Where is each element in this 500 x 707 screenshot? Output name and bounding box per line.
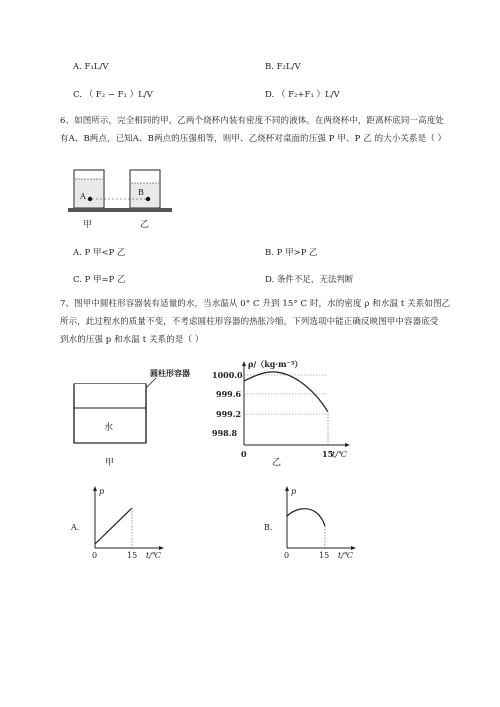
yi-ytick-999-6: 999.6 (216, 389, 242, 399)
q6-beakers-figure (68, 162, 178, 232)
point-a-dot (88, 197, 92, 201)
opt-b-ylabel: p (291, 487, 297, 496)
q6-text-line2: 有A、B两点，已知A、B两点的压强相等，则甲、乙烧杯对桌面的压强 P 甲、P 乙 的大小关系是（ ） (60, 134, 447, 144)
point-a-label: A (80, 192, 86, 201)
q7-option-b-graph[interactable] (258, 478, 368, 560)
q7-fig-yi (210, 357, 360, 485)
caption-yi: 乙 (140, 220, 150, 230)
liquid-yi (131, 183, 159, 207)
table-surface (68, 208, 172, 212)
yi-ylabel: ρ/（kg·m⁻³） (248, 359, 303, 369)
q6-option-b[interactable]: B. P 甲>P 乙 (265, 248, 318, 258)
opt-a-ylabel: p (99, 487, 105, 496)
q6-option-c[interactable]: C. P 甲=P 乙 (73, 275, 126, 285)
option-a-label: A. (71, 523, 80, 532)
yi-xlabel: t/℃ (332, 450, 347, 459)
opt-a-xtick-0: 0 (92, 551, 98, 560)
q5-option-a[interactable]: A. F₁L/V (73, 62, 109, 72)
opt-a-xtick-15: 15 (127, 551, 138, 560)
q7-text-line1: 7、图甲中圆柱形容器装有适量的水，当水温从 0° C 升到 15° C 时，水的密度 ρ 和水温 t 关系如图乙 (60, 299, 451, 309)
q7-option-a-graph[interactable] (66, 478, 176, 560)
yi-xtick-15: 15 (322, 449, 334, 459)
caption-jia: 甲 (105, 458, 115, 468)
q7-text-line2: 所示，此过程水的质量不变，不考虑圆柱形容器的热胀冷缩，下列选项中能正确反映图甲中容器底受 (60, 317, 439, 327)
q6-option-d[interactable]: D. 条件不足，无法判断 (265, 275, 354, 285)
label-pointer (146, 378, 156, 388)
q6-text-line1: 6、如图所示，完全相同的甲，乙两个烧杯内装有密度不同的液体。在两烧杯中，距离杯底同一高度处 (60, 116, 444, 126)
opt-b-xtick-0: 0 (284, 551, 290, 560)
q6-option-a[interactable]: A. P 甲<P 乙 (73, 248, 126, 258)
q5-option-c[interactable]: C. （ F₂ − F₁ ）L/V (73, 90, 153, 100)
container-body (74, 384, 146, 443)
yi-density-curve (244, 372, 328, 412)
water-label: 水 (104, 423, 114, 433)
opt-b-xlabel: t/℃ (338, 551, 353, 560)
opt-b-xtick-15: 15 (319, 551, 330, 560)
opt-b-curve (287, 509, 325, 526)
caption-yi: 乙 (272, 458, 282, 468)
container-label: 圆柱形容器 (150, 368, 190, 378)
yi-ytick-1000: 1000.0 (212, 370, 243, 380)
q5-option-b[interactable]: B. F₂L/V (265, 62, 301, 72)
q7-fig-jia (64, 360, 194, 475)
q7-text-line3: 到水的压强 p 和水温 t 关系的是（ ） (60, 335, 204, 345)
yi-xtick-0: 0 (241, 449, 247, 459)
option-b-label: B. (264, 523, 273, 532)
yi-ytick-998-8: 998.8 (212, 428, 238, 438)
opt-a-xlabel: t/℃ (146, 551, 161, 560)
q5-option-d[interactable]: D. （ F₂+F₁ ）L/V (265, 90, 340, 100)
point-b-label: B (138, 188, 144, 197)
opt-a-line (95, 508, 132, 544)
yi-ytick-999-2: 999.2 (216, 409, 242, 419)
point-b-dot (146, 197, 150, 201)
caption-jia: 甲 (83, 220, 93, 230)
